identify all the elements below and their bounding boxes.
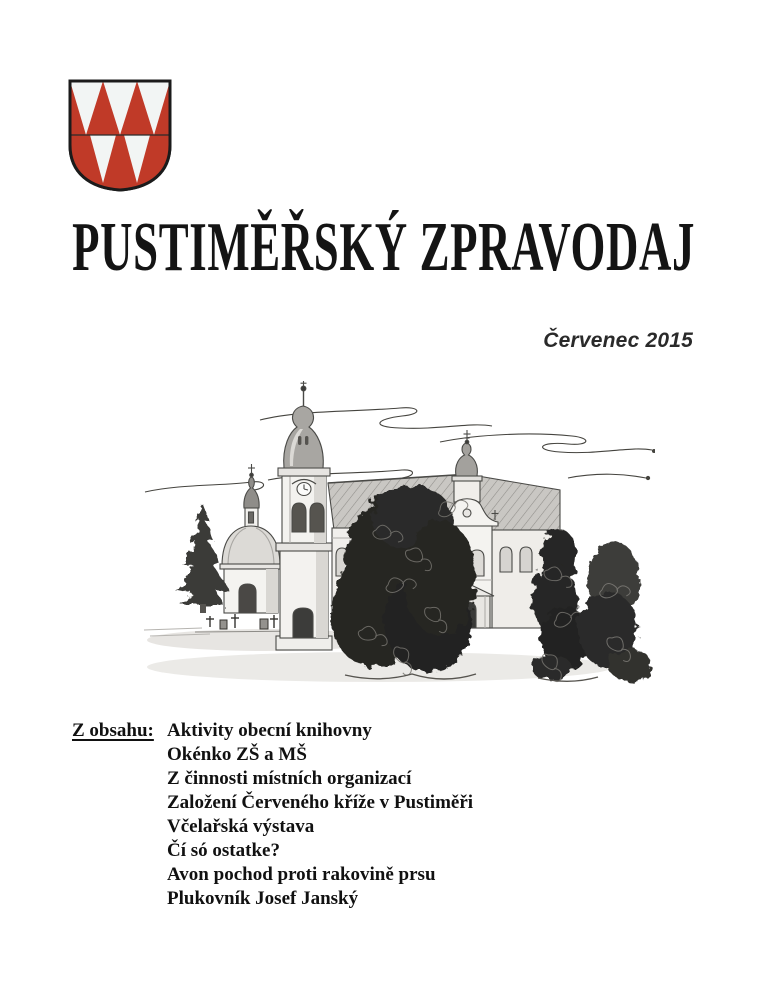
contents-item: Aktivity obecní knihovny [167, 720, 372, 741]
coat-of-arms-icon [66, 77, 174, 195]
contents-item: Plukovník Josef Janský [167, 888, 359, 909]
contents-item: Včelařská výstava [167, 816, 315, 837]
contents-item: Založení Červeného kříže v Pustiměři [167, 792, 474, 813]
contents-item: Okénko ZŠ a MŠ [167, 744, 307, 765]
contents-list [167, 719, 632, 911]
masthead [0, 209, 768, 286]
church-illustration [140, 380, 655, 692]
contents-item: Čí só ostatke? [167, 840, 280, 861]
contents-section [72, 719, 632, 911]
issue-date: Červenec 2015 [543, 329, 693, 352]
contents-label: Z obsahu: [72, 720, 154, 741]
contents-item: Avon pochod proti rakovině prsu [167, 864, 436, 885]
contents-item: Z činnosti místních organizací [167, 768, 412, 789]
page-title: PUSTIMĚŘSKÝ ZPRAVODAJ [72, 209, 696, 286]
